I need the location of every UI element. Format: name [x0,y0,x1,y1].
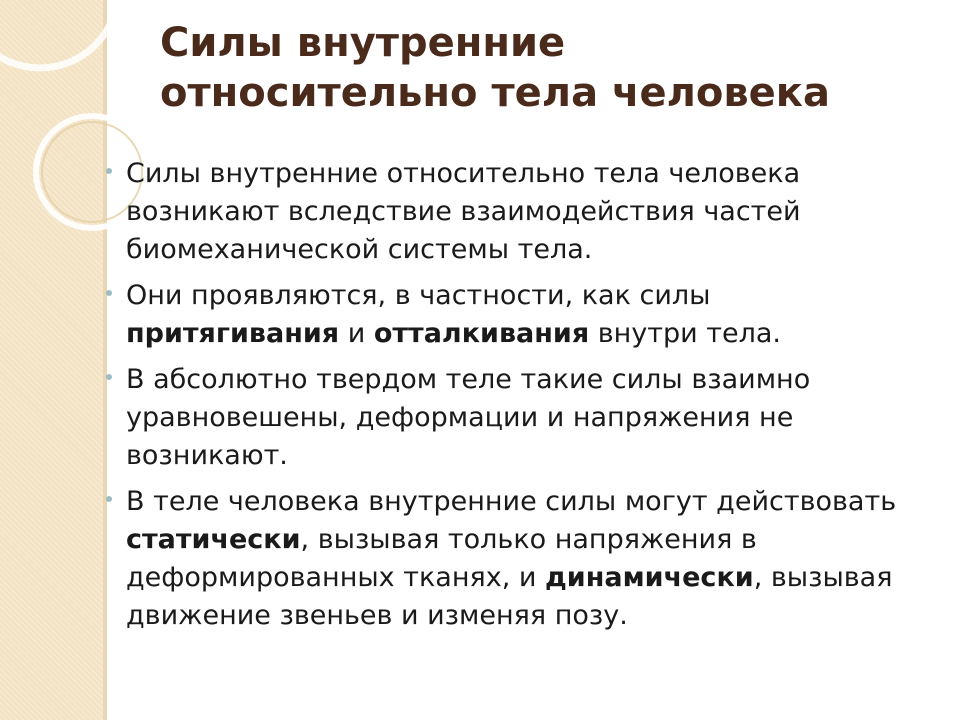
bullet-text [126,280,781,349]
bullet-item [104,155,904,269]
decorative-ring-large [0,0,118,68]
bullet-item [104,277,904,353]
bullet-segment: Они проявляются, в частности, как силы [126,280,711,311]
bullet-dot-icon [106,290,112,296]
bullet-text [126,364,810,471]
bullet-item [104,483,904,635]
bullet-dot-icon [106,496,112,502]
bullet-emphasis: отталкивания [373,318,590,349]
bullet-segment: , вызывая только напряжения в деформированных тканях, и [126,524,757,593]
title-line-1: Силы внутренние [160,20,566,66]
title-line-2: относительно тела человека [160,70,830,116]
bullet-dot-icon [106,374,112,380]
bullet-segment: В абсолютно твердом теле такие силы взаимно уравновешены, деформации и напряжения не возникают. [126,364,811,471]
bullet-segment: и [339,318,374,349]
bullet-emphasis: динамически [545,562,754,593]
bullet-dot-icon [106,168,112,174]
slide-title [160,18,920,118]
bullet-segment: внутри тела. [589,318,782,349]
bullet-segment: В теле человека внутренние силы могут действовать [126,486,897,517]
bullet-segment: Силы внутренние относительно тела человека возникают вследствие взаимодействия частей биомеханической системы тела. [126,158,801,265]
bullet-text [126,158,801,265]
bullet-list [104,155,904,643]
bullet-text [126,486,896,631]
bullet-segment: , вызывая движение звеньев и изменяя позу. [126,562,893,631]
bullet-emphasis: статически [126,524,301,555]
bullet-item [104,361,904,475]
bullet-emphasis: притягивания [126,318,340,349]
